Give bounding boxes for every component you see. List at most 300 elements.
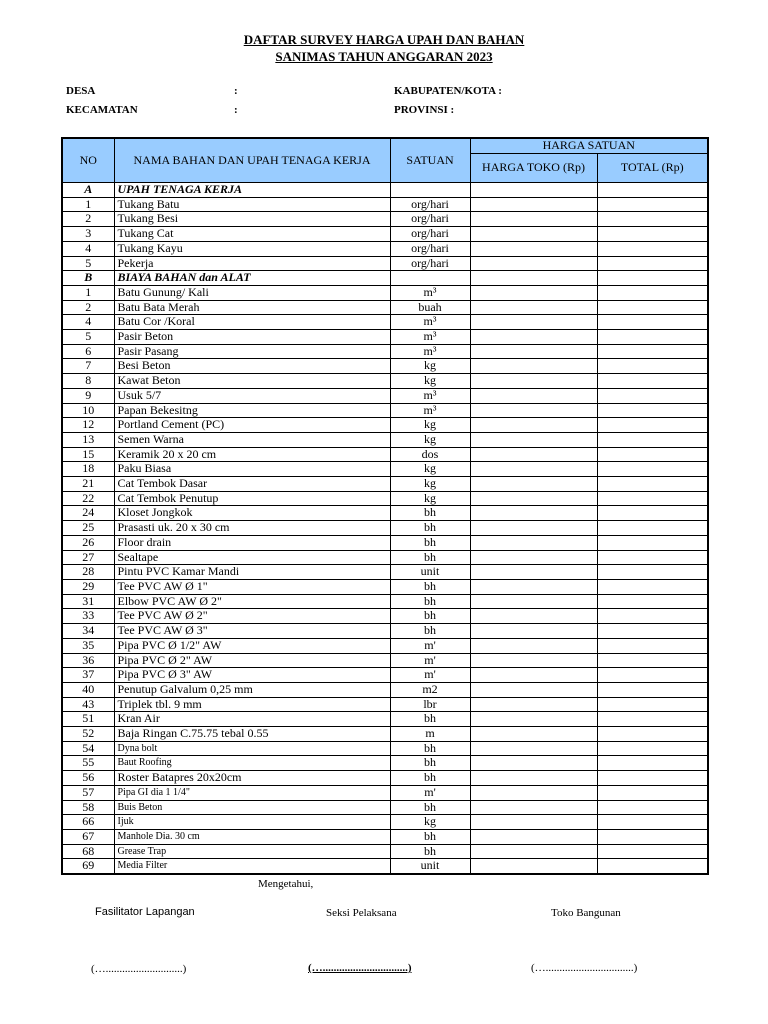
table-row [62,579,708,594]
row-harga-toko [470,521,597,536]
section-row [62,183,708,198]
row-total [597,785,708,800]
document-title: DAFTAR SURVEY HARGA UPAH DAN BAHAN [243,32,525,47]
row-unit: org/hari [390,256,470,271]
table-row [62,521,708,536]
row-number: 67 [62,829,114,844]
row-total [597,212,708,227]
row-unit: bh [390,756,470,771]
row-unit: dos [390,447,470,462]
row-name: Tukang Cat [114,227,390,242]
row-number: 12 [62,418,114,433]
row-number: 24 [62,506,114,521]
row-name: Cat Tembok Dasar [114,477,390,492]
row-unit: bh [390,535,470,550]
row-number: 10 [62,403,114,418]
row-unit: kg [390,432,470,447]
row-harga-toko [470,344,597,359]
table-row [62,682,708,697]
row-total [597,300,708,315]
desa-label: DESA [66,85,96,97]
row-harga-toko [470,315,597,330]
table-row [62,506,708,521]
row-name: Pipa PVC Ø 2" AW [114,653,390,668]
table-row [62,315,708,330]
section-row [62,271,708,286]
row-number: 6 [62,344,114,359]
row-unit: kg [390,815,470,830]
row-number: 26 [62,535,114,550]
table-row [62,697,708,712]
signature-line-fasilitator: (…............................) [91,963,187,975]
row-total [597,344,708,359]
row-total [597,447,708,462]
row-unit: m³ [390,388,470,403]
row-name: Baja Ringan C.75.75 tebal 0.55 [114,727,390,742]
survey-table [61,137,709,875]
row-harga-toko [470,256,597,271]
signature-line-seksi: (…...............................) [308,962,412,974]
row-total [597,594,708,609]
col-no-header: NO [62,138,114,183]
row-harga-toko [470,271,597,286]
table-row [62,285,708,300]
row-harga-toko [470,579,597,594]
kecamatan-label: KECAMATAN [66,104,138,116]
row-number: 31 [62,594,114,609]
row-name: Pipa GI dia 1 1/4" [114,785,390,800]
row-name: Pipa PVC Ø 3" AW [114,668,390,683]
table-row [62,771,708,786]
row-number: 57 [62,785,114,800]
row-harga-toko [470,653,597,668]
row-unit: m' [390,653,470,668]
row-number: 68 [62,844,114,859]
row-number: 35 [62,638,114,653]
row-total [597,183,708,198]
row-number: 40 [62,682,114,697]
seksi-label: Seksi Pelaksana [326,907,397,919]
row-name: Tukang Besi [114,212,390,227]
row-harga-toko [470,771,597,786]
row-unit: bh [390,800,470,815]
row-total [597,374,708,389]
table-row [62,418,708,433]
signature-line-toko: (…................................) [531,962,638,974]
row-total [597,741,708,756]
row-name: Papan Bekesitng [114,403,390,418]
row-total [597,227,708,242]
row-number: 4 [62,315,114,330]
row-harga-toko [470,212,597,227]
row-number: 54 [62,741,114,756]
row-name: UPAH TENAGA KERJA [114,183,390,198]
table-row [62,741,708,756]
row-unit: bh [390,624,470,639]
row-name: Tee PVC AW Ø 1" [114,579,390,594]
row-number: 55 [62,756,114,771]
row-unit: unit [390,565,470,580]
row-harga-toko [470,638,597,653]
row-unit: buah [390,300,470,315]
table-row [62,844,708,859]
row-harga-toko [470,565,597,580]
row-harga-toko [470,594,597,609]
table-row [62,565,708,580]
row-total [597,844,708,859]
row-harga-toko [470,227,597,242]
row-number: 8 [62,374,114,389]
table-row [62,491,708,506]
row-harga-toko [470,535,597,550]
row-harga-toko [470,388,597,403]
row-total [597,241,708,256]
row-harga-toko [470,697,597,712]
row-total [597,477,708,492]
desa-colon: : [234,85,238,97]
table-row [62,462,708,477]
row-total [597,771,708,786]
row-harga-toko [470,183,597,198]
row-harga-toko [470,418,597,433]
row-number: 5 [62,330,114,345]
table-row [62,359,708,374]
row-name: Penutup Galvalum 0,25 mm [114,682,390,697]
row-number: 3 [62,227,114,242]
row-name: Semen Warna [114,432,390,447]
row-harga-toko [470,491,597,506]
col-harga-satuan-header: HARGA SATUAN [470,138,708,154]
row-total [597,697,708,712]
row-name: Usuk 5/7 [114,388,390,403]
row-harga-toko [470,241,597,256]
row-harga-toko [470,477,597,492]
row-harga-toko [470,785,597,800]
row-name: Kran Air [114,712,390,727]
table-row [62,477,708,492]
row-total [597,815,708,830]
row-unit: bh [390,712,470,727]
table-row [62,800,708,815]
col-satuan-header: SATUAN [390,138,470,183]
table-row [62,241,708,256]
row-name: Keramik 20 x 20 cm [114,447,390,462]
table-row [62,550,708,565]
row-name: Grease Trap [114,844,390,859]
row-unit: bh [390,829,470,844]
row-unit: bh [390,844,470,859]
table-row [62,712,708,727]
row-number: 2 [62,212,114,227]
row-unit: org/hari [390,212,470,227]
row-total [597,579,708,594]
table-row [62,653,708,668]
table-row [62,344,708,359]
row-unit: kg [390,462,470,477]
table-row [62,212,708,227]
row-name: Buis Beton [114,800,390,815]
row-number: 43 [62,697,114,712]
row-total [597,271,708,286]
row-name: Tukang Kayu [114,241,390,256]
row-total [597,829,708,844]
col-harga-toko-header: HARGA TOKO (Rp) [470,154,597,183]
row-total [597,521,708,536]
row-unit: m [390,727,470,742]
row-total [597,256,708,271]
row-harga-toko [470,682,597,697]
row-harga-toko [470,756,597,771]
row-total [597,756,708,771]
row-unit: m³ [390,403,470,418]
row-harga-toko [470,403,597,418]
row-name: Batu Bata Merah [114,300,390,315]
row-number: 25 [62,521,114,536]
row-harga-toko [470,609,597,624]
row-name: Media Filter [114,859,390,874]
row-number: 15 [62,447,114,462]
row-total [597,859,708,874]
row-unit: bh [390,594,470,609]
row-total [597,330,708,345]
row-unit [390,183,470,198]
row-harga-toko [470,741,597,756]
table-row [62,535,708,550]
row-total [597,800,708,815]
row-harga-toko [470,447,597,462]
row-number: 2 [62,300,114,315]
table-row [62,829,708,844]
table-row [62,785,708,800]
row-number: 58 [62,800,114,815]
kabupaten-label: KABUPATEN/KOTA : [394,85,502,97]
row-name: Pasir Beton [114,330,390,345]
toko-label: Toko Bangunan [551,907,621,919]
row-unit: m' [390,638,470,653]
row-harga-toko [470,800,597,815]
row-name: Portland Cement (PC) [114,418,390,433]
row-harga-toko [470,815,597,830]
row-total [597,668,708,683]
table-row [62,403,708,418]
row-number: 29 [62,579,114,594]
row-unit: bh [390,506,470,521]
row-name: Floor drain [114,535,390,550]
row-name: Triplek tbl. 9 mm [114,697,390,712]
row-harga-toko [470,829,597,844]
table-row [62,300,708,315]
row-unit: org/hari [390,227,470,242]
row-total [597,388,708,403]
row-number: 36 [62,653,114,668]
table-row [62,374,708,389]
row-name: Prasasti uk. 20 x 30 cm [114,521,390,536]
table-body [62,183,708,875]
row-unit: org/hari [390,241,470,256]
table-row [62,256,708,271]
row-name: Kloset Jongkok [114,506,390,521]
row-unit: bh [390,609,470,624]
row-unit: m³ [390,315,470,330]
row-number: 33 [62,609,114,624]
row-unit: bh [390,521,470,536]
row-harga-toko [470,506,597,521]
row-harga-toko [470,462,597,477]
row-total [597,197,708,212]
row-number: 5 [62,256,114,271]
table-row [62,227,708,242]
row-name: Pipa PVC Ø 1/2" AW [114,638,390,653]
document-subtitle: SANIMAS TAHUN ANGGARAN 2023 [275,49,493,64]
row-name: Batu Cor /Koral [114,315,390,330]
row-harga-toko [470,300,597,315]
col-nama-header: NAMA BAHAN DAN UPAH TENAGA KERJA [114,138,390,183]
row-number: 18 [62,462,114,477]
row-name: Tukang Batu [114,197,390,212]
row-number: 13 [62,432,114,447]
row-number: 27 [62,550,114,565]
row-harga-toko [470,668,597,683]
mengetahui-label: Mengetahui, [258,878,314,890]
row-number: 66 [62,815,114,830]
row-unit: kg [390,418,470,433]
row-total [597,565,708,580]
row-name: Dyna bolt [114,741,390,756]
col-total-header: TOTAL (Rp) [597,154,708,183]
row-harga-toko [470,624,597,639]
row-total [597,359,708,374]
row-name: Besi Beton [114,359,390,374]
row-unit: kg [390,477,470,492]
row-harga-toko [470,285,597,300]
row-number: 52 [62,727,114,742]
table-row [62,727,708,742]
row-name: BIAYA BAHAN dan ALAT [114,271,390,286]
row-name: Roster Batapres 20x20cm [114,771,390,786]
table-row [62,330,708,345]
row-name: Pasir Pasang [114,344,390,359]
row-harga-toko [470,432,597,447]
row-number: 51 [62,712,114,727]
table-row [62,815,708,830]
fasilitator-label: Fasilitator Lapangan [95,906,195,918]
row-harga-toko [470,727,597,742]
table-row [62,594,708,609]
row-harga-toko [470,374,597,389]
row-unit: bh [390,579,470,594]
row-unit: m' [390,785,470,800]
row-unit: lbr [390,697,470,712]
row-name: Tee PVC AW Ø 3" [114,624,390,639]
row-total [597,727,708,742]
table-row [62,756,708,771]
row-number: 37 [62,668,114,683]
row-unit: org/hari [390,197,470,212]
table-row [62,388,708,403]
row-total [597,403,708,418]
row-unit: bh [390,550,470,565]
row-number: B [62,271,114,286]
row-name: Ijuk [114,815,390,830]
row-total [597,285,708,300]
row-name: Paku Biasa [114,462,390,477]
row-number: 1 [62,197,114,212]
row-unit: m³ [390,285,470,300]
row-unit: m³ [390,344,470,359]
row-total [597,653,708,668]
row-harga-toko [470,859,597,874]
row-total [597,550,708,565]
row-harga-toko [470,330,597,345]
row-total [597,624,708,639]
row-unit: kg [390,374,470,389]
row-harga-toko [470,844,597,859]
row-name: Manhole Dia. 30 cm [114,829,390,844]
row-number: 34 [62,624,114,639]
row-unit: kg [390,359,470,374]
row-unit: unit [390,859,470,874]
row-name: Batu Gunung/ Kali [114,285,390,300]
row-unit: bh [390,771,470,786]
provinsi-label: PROVINSI : [394,104,455,116]
row-unit: kg [390,491,470,506]
table-row [62,197,708,212]
row-name: Elbow PVC AW Ø 2" [114,594,390,609]
row-name: Pekerja [114,256,390,271]
row-name: Baut Roofing [114,756,390,771]
row-number: 69 [62,859,114,874]
row-number: 22 [62,491,114,506]
row-number: 1 [62,285,114,300]
row-number: 56 [62,771,114,786]
row-harga-toko [470,197,597,212]
row-harga-toko [470,712,597,727]
row-harga-toko [470,359,597,374]
row-unit: bh [390,741,470,756]
row-total [597,682,708,697]
row-total [597,491,708,506]
row-harga-toko [470,550,597,565]
row-unit: m' [390,668,470,683]
row-name: Kawat Beton [114,374,390,389]
row-total [597,609,708,624]
row-total [597,432,708,447]
row-unit: m2 [390,682,470,697]
row-total [597,315,708,330]
row-total [597,638,708,653]
row-total [597,506,708,521]
table-row [62,624,708,639]
row-name: Sealtape [114,550,390,565]
row-number: 21 [62,477,114,492]
row-number: A [62,183,114,198]
row-number: 7 [62,359,114,374]
kecamatan-colon: : [234,104,238,116]
table-row [62,859,708,874]
table-row [62,638,708,653]
row-total [597,712,708,727]
row-total [597,418,708,433]
row-number: 28 [62,565,114,580]
table-row [62,432,708,447]
row-unit: m³ [390,330,470,345]
row-total [597,462,708,477]
row-number: 9 [62,388,114,403]
row-name: Cat Tembok Penutup [114,491,390,506]
table-row [62,668,708,683]
row-name: Pintu PVC Kamar Mandi [114,565,390,580]
table-row [62,447,708,462]
